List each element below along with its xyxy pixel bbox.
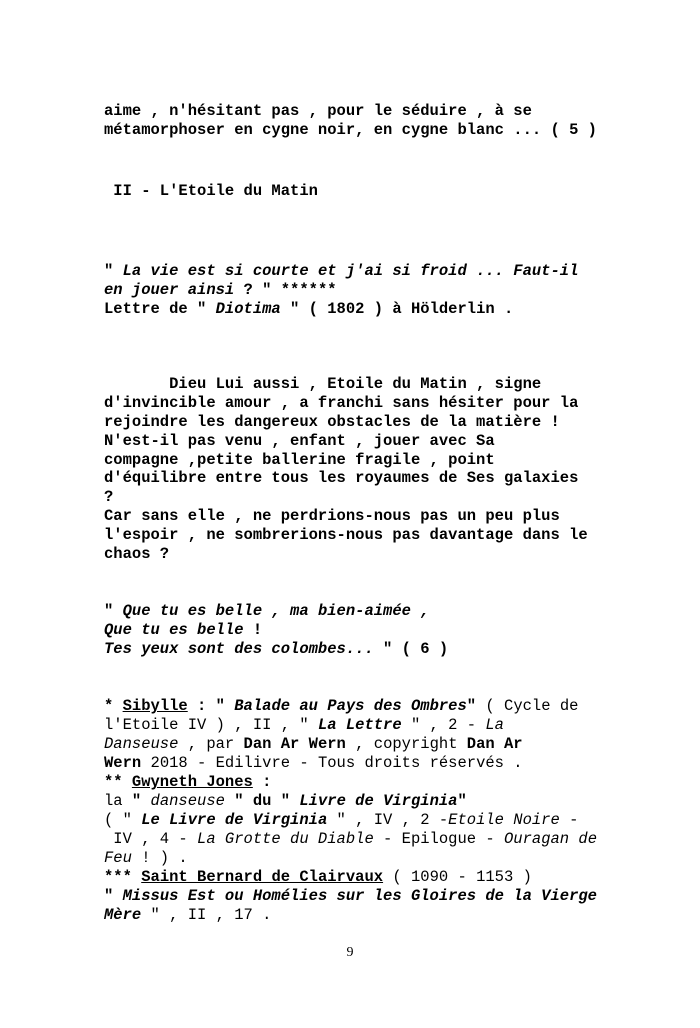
- attribution-suffix: " ( 1802 ) à Hölderlin .: [280, 300, 514, 318]
- note-1-line-3: [104, 735, 523, 754]
- note-quote: ": [131, 792, 151, 810]
- paragraph-line: Car sans elle , ne perdrions-nous pas un peu plus: [104, 507, 560, 525]
- note-text: -: [559, 811, 579, 829]
- note-text: " , 2 -: [401, 716, 486, 734]
- note-quote: ": [280, 792, 300, 810]
- note-title: Missus Est ou Homélies sur les Gloires de la Vierge: [122, 887, 597, 905]
- note-quote: ": [466, 697, 477, 715]
- note-text: - Epilogue -: [373, 830, 504, 848]
- note-marker: *: [104, 697, 123, 715]
- intro-line-2: métamorphoser en cygne noir, en cygne blanc ... ( 5 ): [104, 121, 597, 139]
- paragraph-line: chaos ?: [104, 545, 170, 563]
- quote-mark: ": [104, 602, 123, 620]
- note-italic: danseuse: [150, 792, 225, 810]
- note-author: Sibylle: [122, 697, 188, 715]
- note-title: Livre de Virginia: [299, 792, 458, 810]
- note-text: ( ": [104, 811, 142, 829]
- note-italic: Ouragan de: [503, 830, 597, 848]
- note-quote: ": [104, 887, 123, 905]
- note-sep: :: [252, 773, 272, 791]
- quote2-punct: !: [243, 621, 263, 639]
- paragraph-line: compagne ,petite ballerine fragile , point: [104, 451, 495, 469]
- note-text: , par: [178, 735, 244, 753]
- note-2-line-3: [104, 811, 578, 830]
- note-quote: ": [457, 792, 467, 810]
- quote1-text-cont: en jouer ainsi: [104, 281, 235, 299]
- intro-line-1: aime , n'hésitant pas , pour le séduire , à se: [104, 102, 532, 120]
- paragraph-line: Dieu Lui aussi , Etoile du Matin , signe: [104, 375, 542, 393]
- note-text: l'Etoile IV ) , II , ": [104, 716, 318, 734]
- note-text: la: [104, 792, 132, 810]
- note-1-line-2: [104, 716, 504, 735]
- paragraph-line: ?: [104, 488, 114, 506]
- note-text: IV , 4 -: [104, 830, 198, 848]
- note-3-line-3: [104, 906, 271, 925]
- attribution-prefix: Lettre de ": [104, 300, 216, 318]
- paragraph-line: N'est-il pas venu , enfant , jouer avec Sa: [104, 432, 495, 450]
- note-text: ! ) .: [131, 849, 188, 867]
- quote2-ref: " ( 6 ): [373, 640, 449, 658]
- note-marker: ***: [104, 868, 142, 886]
- note-3-line-2: [104, 887, 597, 906]
- note-title: Balade au Pays des Ombres: [234, 697, 467, 715]
- note-text: ( 1090 - 1153 ): [383, 868, 532, 886]
- note-text: " du: [224, 792, 281, 810]
- note-author: Gwyneth Jones: [131, 773, 253, 791]
- note-italic: Danseuse: [104, 735, 179, 753]
- section-heading: II - L'Etoile du Matin: [104, 182, 318, 200]
- quote2-text: Que tu es belle , ma bien-aimée ,: [122, 602, 430, 620]
- note-title: La Lettre: [317, 716, 402, 734]
- note-author: Dan Ar: [466, 735, 523, 753]
- quote2-line-1: [104, 602, 430, 621]
- note-title: Mère: [104, 906, 142, 924]
- quote2-text: Que tu es belle: [104, 621, 244, 639]
- note-text: " , II , 17 .: [141, 906, 272, 924]
- note-author: Saint Bernard de Clairvaux: [141, 868, 384, 886]
- note-marker: **: [104, 773, 132, 791]
- note-text: ( Cycle de: [476, 697, 579, 715]
- paragraph-line: l'espoir , ne sombrerions-nous pas davantage dans le: [104, 526, 588, 544]
- note-text: " , IV , 2 -: [327, 811, 449, 829]
- quote1-line-1: [104, 262, 578, 281]
- note-3-line-1: [104, 868, 532, 887]
- paragraph-line: d'invincible amour , a franchi sans hésiter pour la: [104, 394, 579, 412]
- note-2-line-2: [104, 792, 467, 811]
- page-number: 9: [346, 945, 354, 960]
- quote2-text: Tes yeux sont des colombes...: [104, 640, 374, 658]
- note-italic: Etoile Noire: [448, 811, 560, 829]
- note-text: , copyright: [345, 735, 467, 753]
- note-1-line-1: [104, 697, 578, 716]
- paragraph-line: rejoindre les dangereux obstacles de la matière !: [104, 413, 560, 431]
- note-author: Wern: [104, 754, 142, 772]
- note-italic: La: [485, 716, 504, 734]
- note-2-line-4: [104, 830, 597, 849]
- note-sep: : ": [187, 697, 235, 715]
- note-italic: La Grotte du Diable: [197, 830, 374, 848]
- note-2-line-1: [104, 773, 271, 792]
- paragraph-line: d'équilibre entre tous les royaumes de Ses galaxies: [104, 469, 579, 487]
- note-author: Dan Ar Wern: [243, 735, 346, 753]
- note-1-line-4: [104, 754, 523, 773]
- note-2-line-5: [104, 849, 188, 868]
- note-italic: Feu: [104, 849, 132, 867]
- quote2-line-2: [104, 621, 262, 640]
- note-title: Le Livre de Virginia: [141, 811, 328, 829]
- attribution-name: Diotima: [215, 300, 281, 318]
- quote1-end: ? " ******: [234, 281, 337, 299]
- quote-mark: ": [104, 262, 123, 280]
- quote2-line-3: [104, 640, 448, 659]
- quote1-text: La vie est si courte et j'ai si froid ... Faut-il: [122, 262, 579, 280]
- note-text: 2018 - Edilivre - Tous droits réservés .: [141, 754, 523, 772]
- quote1-line-2: [104, 281, 337, 300]
- quote1-attribution: [104, 300, 513, 319]
